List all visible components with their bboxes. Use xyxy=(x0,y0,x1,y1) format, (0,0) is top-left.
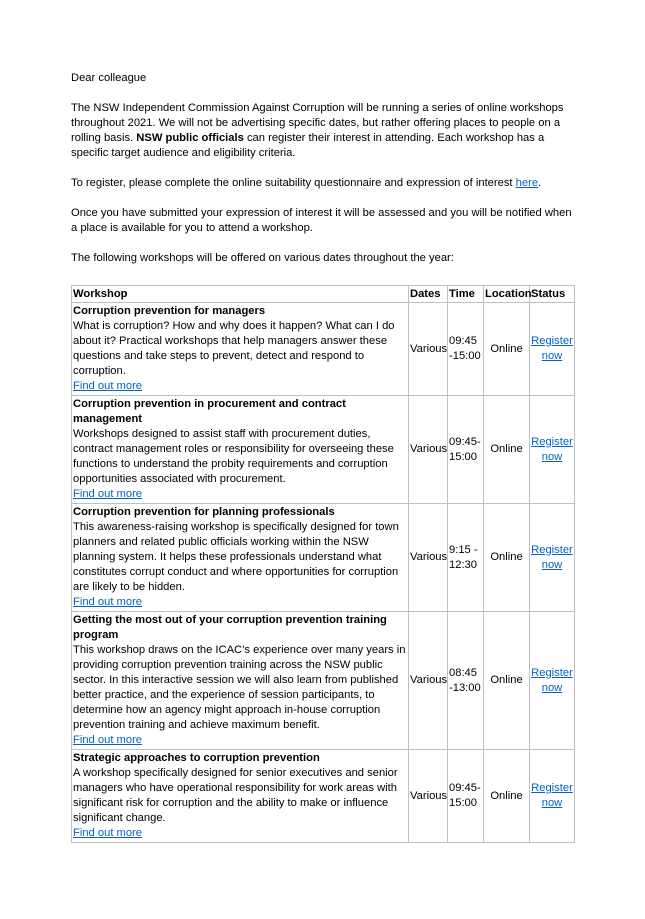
register-now-link[interactable]: Register now xyxy=(531,782,573,809)
dates-cell: Various xyxy=(409,612,448,750)
time-cell: 09:45-15:00 xyxy=(448,396,484,504)
find-out-more-link[interactable]: Find out more xyxy=(73,488,143,500)
dates-cell: Various xyxy=(409,504,448,612)
dates-cell: Various xyxy=(409,396,448,504)
status-cell xyxy=(530,303,575,396)
assessment-paragraph: Once you have submitted your expression of interest it will be assessed and you will be notified when a place is available for you to attend a workshop. xyxy=(71,207,572,234)
find-out-more-link[interactable]: Find out more xyxy=(73,380,143,392)
status-cell xyxy=(530,612,575,750)
location-cell: Online xyxy=(484,396,530,504)
table-row xyxy=(72,504,575,612)
dates-cell: Various xyxy=(409,750,448,843)
find-out-more-link[interactable]: Find out more xyxy=(73,734,143,746)
table-row xyxy=(72,303,575,396)
workshop-title: Strategic approaches to corruption prevention xyxy=(73,752,320,764)
location-cell: Online xyxy=(484,303,530,396)
intro-text-end: can register their interest in attending. Each workshop has a specific target audience and eligibility criteria. xyxy=(71,132,545,159)
status-cell xyxy=(530,504,575,612)
workshop-description: This workshop draws on the ICAC’s experience over many years in providing corruption prevention training across the NSW public sector. In this interactive session we will also learn from published better practice, and the experience of session participants, to determine how an agency might approach in-house corruption prevention training and achieve maximum benefit. xyxy=(73,644,406,731)
workshop-title: Corruption prevention for planning professionals xyxy=(73,506,335,518)
register-now-link[interactable]: Register now xyxy=(531,435,573,463)
workshop-title: Corruption prevention for managers xyxy=(73,305,266,317)
intro-text: The NSW Independent Commission Against Corruption will be running a series of online workshops throughout 2021. We will not be advertising specific dates, but rather offering places to people on a rolling basis. xyxy=(71,102,564,144)
workshop-description: What is corruption? How and why does it happen? What can I do about it? Practical workshops that help managers answer these questions and take steps to prevent, detect and respond to corruption. xyxy=(73,320,395,377)
dates-cell: Various xyxy=(409,303,448,396)
workshop-cell xyxy=(72,396,409,504)
register-here-link[interactable]: here xyxy=(515,177,539,189)
register-now-link[interactable]: Register now xyxy=(531,335,573,362)
header-time: Time xyxy=(448,286,484,303)
find-out-more-link[interactable]: Find out more xyxy=(73,827,143,839)
time-cell: 09:45 -15:00 xyxy=(448,303,484,396)
time-cell: 08:45 -13:00 xyxy=(448,612,484,750)
status-cell xyxy=(530,396,575,504)
header-location: Location xyxy=(484,286,530,303)
workshop-cell xyxy=(72,612,409,750)
register-text-end: . xyxy=(538,177,542,189)
find-out-more-link[interactable]: Find out more xyxy=(73,596,143,608)
time-cell: 09:45-15:00 xyxy=(448,750,484,843)
header-workshop: Workshop xyxy=(72,286,409,303)
register-now-link[interactable]: Register now xyxy=(531,543,573,571)
workshop-cell xyxy=(72,504,409,612)
header-status: Status xyxy=(530,286,575,303)
location-cell: Online xyxy=(484,504,530,612)
status-cell xyxy=(530,750,575,843)
table-row xyxy=(72,612,575,750)
workshop-description: A workshop specifically designed for senior executives and senior managers who have operational responsibility for work areas with significant risk for corruption and the ability to make or influence significant change. xyxy=(73,767,398,824)
workshop-cell xyxy=(72,303,409,396)
register-now-link[interactable]: Register now xyxy=(531,666,573,694)
workshops-table xyxy=(71,285,575,843)
workshop-description: Workshops designed to assist staff with procurement duties, contract management roles or responsibility for overseeing these functions to understand the probity requirements and corruption opportunities associated with procurement. xyxy=(73,428,394,485)
workshop-cell xyxy=(72,750,409,843)
table-header-row xyxy=(72,286,575,303)
workshops-intro: The following workshops will be offered on various dates throughout the year: xyxy=(71,252,454,264)
register-text: To register, please complete the online suitability questionnaire and expression of interest xyxy=(71,177,516,189)
table-row xyxy=(72,396,575,504)
workshop-description: This awareness-raising workshop is specifically designed for town planners and related public officials working within the NSW planning system. It helps these professionals understand what constitutes corrupt conduct and where opportunities for corruption are likely to be hidden. xyxy=(73,521,399,593)
table-row xyxy=(72,750,575,843)
header-dates: Dates xyxy=(409,286,448,303)
letter-body xyxy=(71,71,576,266)
location-cell: Online xyxy=(484,750,530,843)
time-cell: 9:15 - 12:30 xyxy=(448,504,484,612)
register-paragraph xyxy=(71,176,576,191)
intro-paragraph xyxy=(71,101,576,161)
location-cell: Online xyxy=(484,612,530,750)
workshop-title: Getting the most out of your corruption prevention training program xyxy=(73,614,387,641)
workshop-title: Corruption prevention in procurement and contract management xyxy=(73,398,346,425)
greeting: Dear colleague xyxy=(71,72,147,84)
intro-bold: NSW public officials xyxy=(136,132,244,144)
